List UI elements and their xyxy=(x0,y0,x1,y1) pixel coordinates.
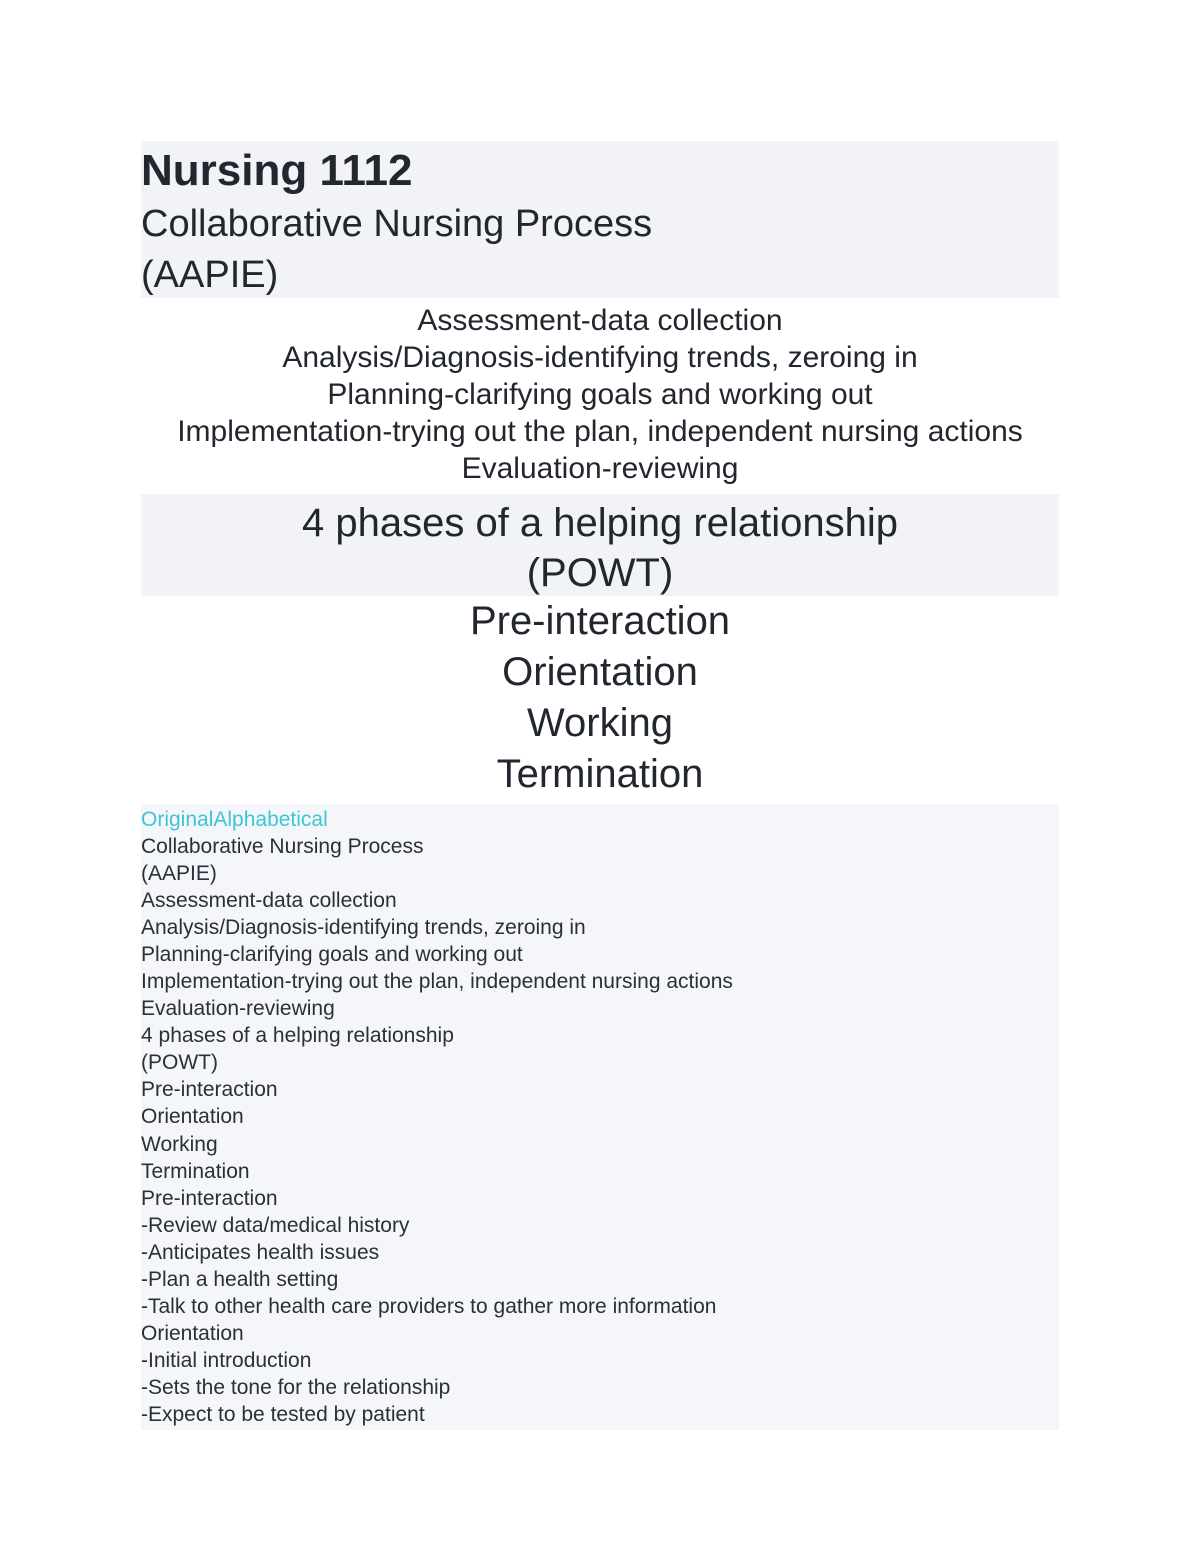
note-line: Orientation xyxy=(141,1321,244,1345)
sort-tabs[interactable]: OriginalAlphabetical xyxy=(141,808,328,831)
note-line: (POWT) xyxy=(141,1051,218,1075)
phase-working: Working xyxy=(527,701,673,745)
note-line: Pre-interaction xyxy=(141,1186,278,1210)
notes-panel xyxy=(141,804,1059,1430)
note-line: Pre-interaction xyxy=(141,1078,278,1102)
step-implementation: Implementation-trying out the plan, independent nursing actions xyxy=(177,415,1023,448)
note-line: -Talk to other health care providers to gather more information xyxy=(141,1294,717,1318)
note-line: Assessment-data collection xyxy=(141,889,397,913)
subtitle-line-1: Collaborative Nursing Process xyxy=(141,203,653,245)
phases-heading: 4 phases of a helping relationship xyxy=(302,501,898,545)
note-line: Orientation xyxy=(141,1105,244,1129)
note-line: Analysis/Diagnosis-identifying trends, zeroing in xyxy=(141,916,586,940)
step-evaluation: Evaluation-reviewing xyxy=(461,452,739,485)
note-line: Termination xyxy=(141,1159,250,1183)
note-line: -Anticipates health issues xyxy=(141,1240,380,1264)
phases-heading-band xyxy=(141,494,1059,596)
page-title: Nursing 1112 xyxy=(141,146,413,195)
phase-pre-interaction: Pre-interaction xyxy=(469,599,731,643)
note-line: Implementation-trying out the plan, independent nursing actions xyxy=(141,970,733,994)
note-line: -Expect to be tested by patient xyxy=(141,1402,425,1426)
step-analysis: Analysis/Diagnosis-identifying trends, zeroing in xyxy=(282,341,918,374)
phase-orientation: Orientation xyxy=(502,650,698,694)
note-line: Evaluation-reviewing xyxy=(141,997,335,1021)
process-steps xyxy=(141,298,1059,487)
phase-termination: Termination xyxy=(496,752,704,796)
note-line: Collaborative Nursing Process xyxy=(141,835,424,858)
phases-acronym: (POWT) xyxy=(526,551,674,595)
note-line: -Review data/medical history xyxy=(141,1213,410,1237)
step-planning: Planning-clarifying goals and working out xyxy=(327,378,873,411)
note-line: -Plan a health setting xyxy=(141,1267,339,1291)
note-line: 4 phases of a helping relationship xyxy=(141,1024,454,1048)
header-card xyxy=(141,141,1059,298)
notes-list xyxy=(141,833,1059,1428)
note-line: -Initial introduction xyxy=(141,1348,312,1372)
note-line: -Sets the tone for the relationship xyxy=(141,1375,451,1399)
step-assessment: Assessment-data collection xyxy=(417,304,783,337)
subtitle-line-2: (AAPIE) xyxy=(141,254,279,296)
document-page xyxy=(141,141,1059,1430)
note-line: Planning-clarifying goals and working out xyxy=(141,943,523,967)
note-line: (AAPIE) xyxy=(141,862,217,886)
phase-list xyxy=(141,596,1059,800)
note-line: Working xyxy=(141,1132,218,1156)
